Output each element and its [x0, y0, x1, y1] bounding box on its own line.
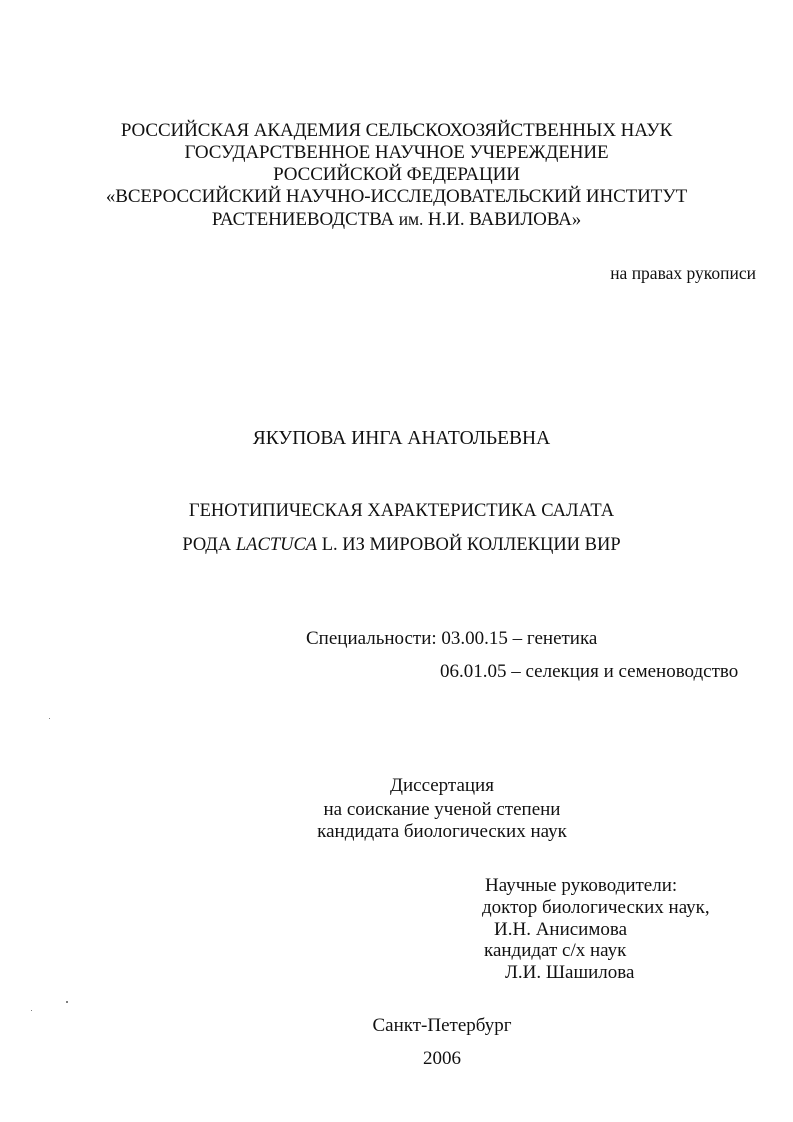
footer-year: 2006: [423, 1048, 461, 1069]
header-line-1: РОССИЙСКАЯ АКАДЕМИЯ СЕЛЬСКОХОЗЯЙСТВЕННЫХ НАУК: [120, 120, 673, 141]
specialties-line-2: 06.01.05 – селекция и семеноводство: [440, 661, 739, 682]
title-line-1: ГЕНОТИПИЧЕСКАЯ ХАРАКТЕРИСТИКА САЛАТА: [188, 501, 615, 521]
supervisor-2-name: Л.И. Шашилова: [505, 962, 635, 983]
supervisors-heading: Научные руководители:: [485, 875, 678, 896]
manuscript-note: на правах рукописи: [610, 263, 756, 283]
specialties-line-1: Специальности: 03.00.15 – генетика: [306, 628, 598, 649]
title-line-2: [0, 534, 793, 556]
scan-speck: [66, 1001, 68, 1003]
dissertation-line-2: на соискание ученой степени: [323, 799, 561, 820]
title-line-2-prefix: РОДА: [182, 535, 236, 555]
header-line-5-part-c: Н.И. ВАВИЛОВА»: [423, 209, 582, 230]
header-line-3: РОССИЙСКОЙ ФЕДЕРАЦИИ: [273, 164, 520, 185]
supervisor-1-name: И.Н. Анисимова: [494, 919, 628, 940]
title-line-2-suffix: L. ИЗ МИРОВОЙ КОЛЛЕКЦИИ ВИР: [317, 535, 621, 555]
supervisor-1-degree: доктор биологических наук,: [482, 897, 710, 918]
scan-speck: [49, 718, 50, 719]
header-line-5-part-b: им.: [398, 209, 424, 229]
header-line-2: ГОСУДАРСТВЕННОЕ НАУЧНОЕ УЧЕРЕЖДЕНИЕ: [184, 142, 609, 163]
header-line-4: «ВСЕРОССИЙСКИЙ НАУЧНО-ИССЛЕДОВАТЕЛЬСКИЙ ИНСТИТУТ: [105, 186, 688, 207]
author-name: ЯКУПОВА ИНГА АНАТОЛЬЕВНА: [252, 428, 551, 449]
dissertation-line-1: Диссертация: [390, 775, 494, 796]
header-line-5-part-a: РАСТЕНИЕВОДСТВА: [211, 209, 399, 230]
footer-city: Санкт-Петербург: [372, 1015, 512, 1036]
dissertation-line-3: кандидата биологических наук: [317, 821, 567, 842]
scan-speck: [31, 1010, 32, 1011]
supervisor-2-degree: кандидат с/х наук: [484, 940, 627, 961]
header-line-5: [0, 208, 793, 231]
title-genus-italic: LACTUCA: [235, 535, 318, 555]
